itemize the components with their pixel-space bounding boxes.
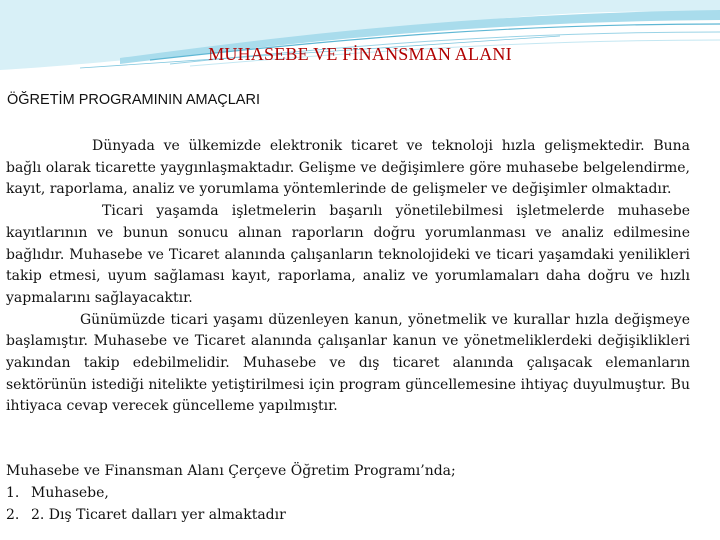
list-item bbox=[6, 504, 706, 526]
section-heading: ÖĞRETİM PROGRAMININ AMAÇLARI bbox=[7, 92, 260, 108]
body-text bbox=[6, 136, 690, 418]
list-item-text: 2. Dış Ticaret dalları yer almaktadır bbox=[31, 507, 286, 523]
program-list bbox=[6, 460, 706, 526]
list-item-number: 1. bbox=[6, 485, 20, 501]
paragraph-1: Dünyada ve ülkemizde elektronik ticaret ve teknoloji hızla gelişmektedir. Buna bağlı olarak ticarette yaygınlaşmaktadır. Gelişme ve değişimlere göre muhasebe belgelendirme, kayıt, raporlama, analiz ve yorumlama yöntemlerinde de gelişmeler ve değişimler olmaktadır. bbox=[6, 138, 690, 198]
list-item-text: Muhasebe, bbox=[31, 485, 109, 501]
list-intro: Muhasebe ve Finansman Alanı Çerçeve Öğretim Programı’nda; bbox=[6, 463, 456, 479]
paragraph-2: Ticari yaşamda işletmelerin başarılı yönetilebilmesi işletmelerde muhasebe kayıtlarının ve bunun sonucu alınan raporların doğru yorumlanması ve analiz edilmesine bağlıdır. Muhasebe ve Ticaret alanında çalışanların teknolojideki ve ticari yaşamdaki yenilikleri takip etmesi, uyum sağlaması kayıt, raporlama, analiz ve yorumlamaları daha doğru ve hızlı yapmalarını sağlayacaktır. bbox=[6, 203, 690, 306]
list-item bbox=[6, 482, 706, 504]
header-wave-decoration bbox=[0, 0, 720, 80]
list-item-number: 2. bbox=[6, 507, 20, 523]
paragraph-3: Günümüzde ticari yaşamı düzenleyen kanun, yönetmelik ve kurallar hızla değişmeye başlamıştır. Muhasebe ve Ticaret alanında çalışanlar kanun ve yönetmeliklerdeki değişiklikleri yakından takip edebilmelidir. Muhasebe ve dış ticaret alanında çalışacak elemanların sektörünün istediği nitelikte yetiştirilmesi için program güncellemesine ihtiyaç duyulmuştur. Bu ihtiyaca cevap verecek güncelleme yapılmıştır. bbox=[6, 311, 690, 415]
page-title: MUHASEBE VE FİNANSMAN ALANI bbox=[208, 44, 512, 64]
